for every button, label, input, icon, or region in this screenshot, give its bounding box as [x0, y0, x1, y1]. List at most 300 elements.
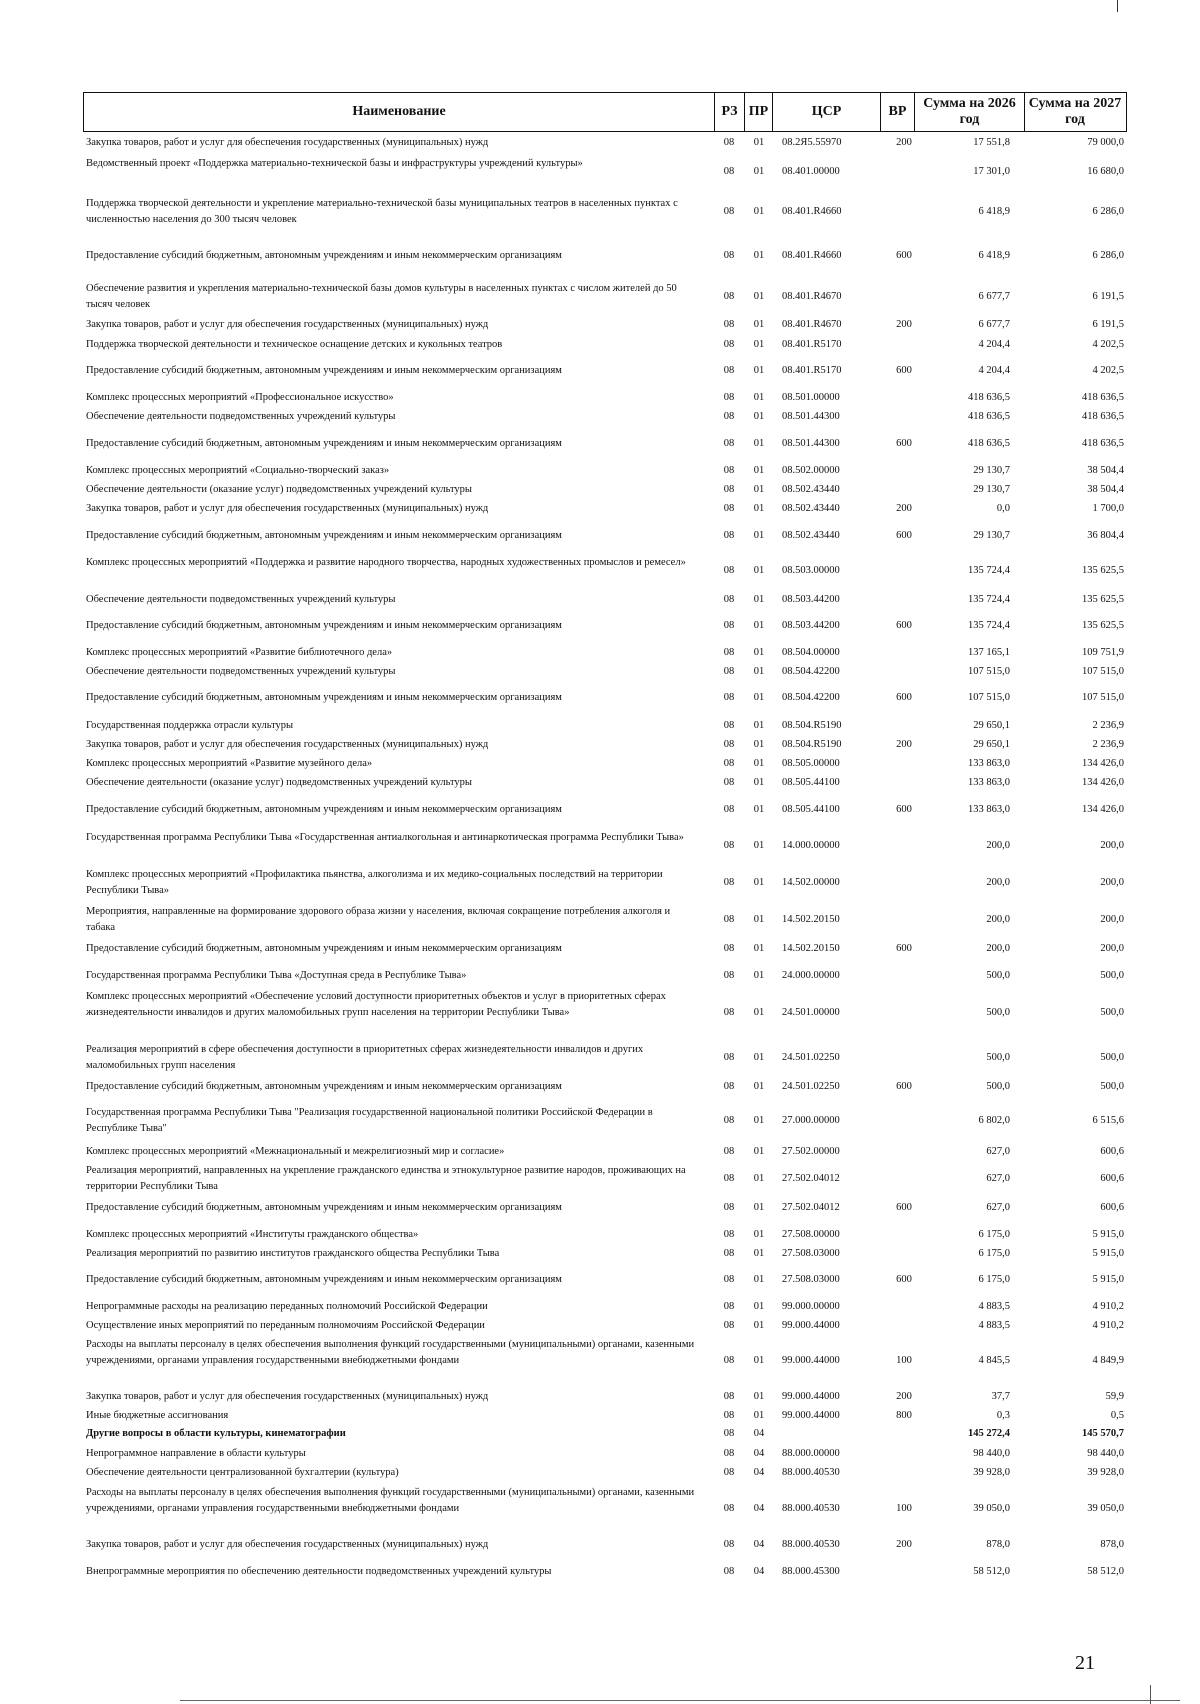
row-sum-2027: 109 751,9 [1082, 647, 1124, 658]
row-vr: 600 [896, 365, 912, 376]
row-name: Реализация мероприятий, направленных на укрепление гражданского единства и этнокультурное развитие народов, проживающих на территории Республики Тыва [86, 1165, 686, 1192]
row-pr: 01 [753, 565, 765, 576]
row-rz: 08 [723, 1355, 735, 1366]
row-rz: 08 [723, 620, 735, 631]
row-sum-2027: 500,0 [1100, 1052, 1124, 1063]
row-rz: 08 [723, 1301, 735, 1312]
row-name: Предоставление субсидий бюджетным, автономным учреждениям и иным некоммерческим организациям [86, 438, 562, 449]
row-sum-2027: 418 636,5 [1082, 392, 1124, 403]
row-pr: 01 [753, 840, 765, 851]
row-sum-2027: 107 515,0 [1082, 666, 1124, 677]
row-rz: 08 [723, 1052, 735, 1063]
row-sum-2026: 4 883,5 [978, 1320, 1010, 1331]
row-csr: 08.401.00000 [782, 166, 840, 177]
row-rz: 08 [723, 565, 735, 576]
table-row [0, 830, 1200, 862]
row-rz: 08 [723, 1173, 735, 1184]
row-csr: 08.505.44100 [782, 777, 840, 788]
table-row [0, 1105, 1200, 1137]
row-rz: 08 [723, 291, 735, 302]
row-pr: 01 [753, 465, 765, 476]
row-csr: 88.000.40530 [782, 1467, 840, 1478]
table-row [0, 1408, 1200, 1424]
row-name: Обеспечение развития и укрепления материально-технической базы домов культуры в населенных пунктах с числом жителей до 50 тысяч человек [86, 283, 677, 310]
row-sum-2026: 500,0 [986, 970, 1010, 981]
row-rz: 08 [723, 1274, 735, 1285]
row-name: Закупка товаров, работ и услуг для обеспечения государственных (муниципальных) нужд [86, 319, 489, 330]
row-name: Закупка товаров, работ и услуг для обеспечения государственных (муниципальных) нужд [86, 503, 489, 514]
row-sum-2027: 16 680,0 [1087, 166, 1124, 177]
row-name: Обеспечение деятельности централизованной бухгалтерии (культура) [86, 1467, 399, 1478]
row-vr: 600 [896, 438, 912, 449]
row-pr: 01 [753, 1248, 765, 1259]
row-csr: 08.505.00000 [782, 758, 840, 769]
row-pr: 01 [753, 411, 765, 422]
row-sum-2026: 627,0 [986, 1202, 1010, 1213]
row-pr: 01 [753, 339, 765, 350]
row-pr: 01 [753, 319, 765, 330]
row-sum-2027: 6 286,0 [1092, 206, 1124, 217]
table-row [0, 645, 1200, 661]
header-vr: ВР [880, 93, 914, 131]
row-sum-2027: 5 915,0 [1092, 1229, 1124, 1240]
row-sum-2027: 500,0 [1100, 1081, 1124, 1092]
row-sum-2026: 98 440,0 [973, 1448, 1010, 1459]
row-sum-2026: 107 515,0 [968, 666, 1010, 677]
table-row [0, 904, 1200, 936]
row-csr: 99.000.44000 [782, 1410, 840, 1421]
row-name: Предоставление субсидий бюджетным, автономным учреждениям и иным некоммерческим организациям [86, 365, 562, 376]
row-rz: 08 [723, 720, 735, 731]
row-csr: 27.508.03000 [782, 1274, 840, 1285]
row-pr: 01 [753, 943, 765, 954]
row-sum-2026: 135 724,4 [968, 594, 1010, 605]
table-row [0, 775, 1200, 791]
row-sum-2026: 627,0 [986, 1173, 1010, 1184]
row-pr: 01 [753, 1229, 765, 1240]
row-csr: 08.501.44300 [782, 438, 840, 449]
table-row [0, 1537, 1200, 1553]
row-csr: 14.000.00000 [782, 840, 840, 851]
row-sum-2027: 79 000,0 [1087, 137, 1124, 148]
table-row [0, 802, 1200, 818]
row-pr: 01 [753, 392, 765, 403]
row-csr: 24.501.00000 [782, 1007, 840, 1018]
row-rz: 08 [723, 1391, 735, 1402]
row-pr: 01 [753, 365, 765, 376]
row-name: Предоставление субсидий бюджетным, автономным учреждениям и иным некоммерческим организациям [86, 1202, 562, 1213]
table-row [0, 135, 1200, 151]
row-pr: 01 [753, 970, 765, 981]
row-rz: 08 [723, 594, 735, 605]
row-sum-2026: 39 928,0 [973, 1467, 1010, 1478]
row-rz: 08 [723, 914, 735, 925]
row-vr: 600 [896, 1081, 912, 1092]
row-rz: 08 [723, 1007, 735, 1018]
table-row [0, 1564, 1200, 1580]
row-name: Непрограммное направление в области культуры [86, 1448, 306, 1459]
table-row [0, 1144, 1200, 1160]
row-csr: 08.504.42200 [782, 692, 840, 703]
row-pr: 04 [753, 1448, 765, 1459]
row-csr: 08.505.44100 [782, 804, 840, 815]
row-vr: 600 [896, 530, 912, 541]
row-vr: 600 [896, 692, 912, 703]
table-row [0, 737, 1200, 753]
row-csr: 27.000.00000 [782, 1115, 840, 1126]
table-row [0, 867, 1200, 899]
row-sum-2026: 135 724,4 [968, 620, 1010, 631]
table-row [0, 1426, 1200, 1442]
row-rz: 08 [723, 411, 735, 422]
row-rz: 08 [723, 804, 735, 815]
row-vr: 200 [896, 1391, 912, 1402]
row-sum-2027: 134 426,0 [1082, 758, 1124, 769]
row-vr: 200 [896, 503, 912, 514]
row-sum-2026: 418 636,5 [968, 411, 1010, 422]
row-pr: 01 [753, 804, 765, 815]
row-pr: 01 [753, 1274, 765, 1285]
row-rz: 08 [723, 777, 735, 788]
row-sum-2026: 500,0 [986, 1081, 1010, 1092]
row-sum-2026: 4 845,5 [978, 1355, 1010, 1366]
row-sum-2026: 6 175,0 [978, 1274, 1010, 1285]
table-row [0, 1227, 1200, 1243]
row-sum-2026: 29 130,7 [973, 530, 1010, 541]
row-sum-2026: 29 650,1 [973, 739, 1010, 750]
row-pr: 01 [753, 438, 765, 449]
row-csr: 08.502.00000 [782, 465, 840, 476]
row-rz: 08 [723, 484, 735, 495]
row-pr: 01 [753, 250, 765, 261]
row-name: Комплекс процессных мероприятий «Институты гражданского общества» [86, 1229, 419, 1240]
row-sum-2027: 135 625,5 [1082, 594, 1124, 605]
row-sum-2026: 200,0 [986, 840, 1010, 851]
row-sum-2026: 37,7 [991, 1391, 1010, 1402]
row-csr: 08.401.R4660 [782, 206, 842, 217]
table-row [0, 1446, 1200, 1462]
row-csr: 08.401.R4670 [782, 291, 842, 302]
row-csr: 88.000.45300 [782, 1566, 840, 1577]
row-sum-2026: 17 301,0 [973, 166, 1010, 177]
row-csr: 14.502.00000 [782, 877, 840, 888]
row-csr: 27.508.00000 [782, 1229, 840, 1240]
row-sum-2026: 137 165,1 [968, 647, 1010, 658]
row-rz: 08 [723, 1410, 735, 1421]
row-csr: 08.401.R5170 [782, 339, 842, 350]
row-csr: 27.502.00000 [782, 1146, 840, 1157]
row-vr: 100 [896, 1355, 912, 1366]
table-row [0, 555, 1200, 587]
row-sum-2026: 29 650,1 [973, 720, 1010, 731]
row-sum-2027: 5 915,0 [1092, 1248, 1124, 1259]
row-csr: 08.401.R5170 [782, 365, 842, 376]
row-pr: 01 [753, 1410, 765, 1421]
row-vr: 200 [896, 739, 912, 750]
row-sum-2027: 500,0 [1100, 970, 1124, 981]
row-sum-2026: 145 272,4 [968, 1428, 1010, 1439]
row-sum-2026: 6 175,0 [978, 1248, 1010, 1259]
table-row [0, 664, 1200, 680]
row-pr: 01 [753, 1146, 765, 1157]
table-row [0, 1163, 1200, 1195]
row-name: Предоставление субсидий бюджетным, автономным учреждениям и иным некоммерческим организациям [86, 620, 562, 631]
row-vr: 600 [896, 804, 912, 815]
row-pr: 01 [753, 1202, 765, 1213]
row-sum-2027: 134 426,0 [1082, 804, 1124, 815]
table-row [0, 436, 1200, 452]
row-name: Внепрограммные мероприятия по обеспечению деятельности подведомственных учреждений культуры [86, 1566, 552, 1577]
row-vr: 200 [896, 319, 912, 330]
row-rz: 08 [723, 943, 735, 954]
table-row [0, 363, 1200, 379]
row-sum-2027: 418 636,5 [1082, 438, 1124, 449]
row-sum-2026: 58 512,0 [973, 1566, 1010, 1577]
row-sum-2027: 4 910,2 [1092, 1301, 1124, 1312]
row-sum-2026: 0,3 [996, 1410, 1010, 1421]
row-pr: 04 [753, 1539, 765, 1550]
row-name: Закупка товаров, работ и услуг для обеспечения государственных (муниципальных) нужд [86, 1539, 489, 1550]
row-sum-2026: 500,0 [986, 1007, 1010, 1018]
row-sum-2026: 39 050,0 [973, 1503, 1010, 1514]
row-name: Непрограммные расходы на реализацию переданных полномочий Российской Федерации [86, 1301, 488, 1312]
row-sum-2026: 6 802,0 [978, 1115, 1010, 1126]
row-sum-2026: 418 636,5 [968, 392, 1010, 403]
row-csr: 24.000.00000 [782, 970, 840, 981]
row-sum-2027: 39 928,0 [1087, 1467, 1124, 1478]
row-rz: 08 [723, 970, 735, 981]
row-csr: 08.502.43440 [782, 484, 840, 495]
table-row [0, 1200, 1200, 1216]
row-vr: 600 [896, 1202, 912, 1213]
row-rz: 08 [723, 647, 735, 658]
row-csr: 08.503.44200 [782, 594, 840, 605]
header-rz: РЗ [714, 93, 744, 131]
row-rz: 08 [723, 1202, 735, 1213]
row-vr: 600 [896, 620, 912, 631]
header-csr: ЦСР [772, 93, 880, 131]
table-row [0, 463, 1200, 479]
row-pr: 01 [753, 1052, 765, 1063]
row-name: Обеспечение деятельности подведомственных учреждений культуры [86, 411, 396, 422]
table-row [0, 409, 1200, 425]
row-sum-2027: 200,0 [1100, 943, 1124, 954]
row-sum-2026: 6 677,7 [978, 319, 1010, 330]
table-row [0, 1079, 1200, 1095]
row-name: Комплекс процессных мероприятий «Поддержка и развитие народного творчества, народных художественных промыслов и ремесел» [86, 557, 686, 568]
row-name: Обеспечение деятельности подведомственных учреждений культуры [86, 666, 396, 677]
row-pr: 01 [753, 166, 765, 177]
row-rz: 08 [723, 365, 735, 376]
row-sum-2027: 500,0 [1100, 1007, 1124, 1018]
row-pr: 01 [753, 1007, 765, 1018]
row-sum-2026: 133 863,0 [968, 777, 1010, 788]
row-rz: 08 [723, 137, 735, 148]
row-name: Государственная программа Республики Тыва «Государственная антиалкогольная и антинаркотическая программа Республики Тыва» [86, 832, 684, 843]
row-csr: 14.502.20150 [782, 943, 840, 954]
row-csr: 14.502.20150 [782, 914, 840, 925]
row-vr: 200 [896, 1539, 912, 1550]
row-pr: 01 [753, 1115, 765, 1126]
row-name: Расходы на выплаты персоналу в целях обеспечения выполнения функций государственными (муниципальными) органами, казенными учреждениями, органами управления государственными внебюджетными фондами [86, 1487, 695, 1514]
row-sum-2027: 600,6 [1100, 1173, 1124, 1184]
row-pr: 01 [753, 530, 765, 541]
row-name: Комплекс процессных мероприятий «Обеспечение условий доступности приоритетных объектов и услуг в приоритетных сферах жизнедеятельности инвалидов и других маломобильных групп населения на территории Республики Тыва» [86, 991, 666, 1018]
row-sum-2026: 418 636,5 [968, 438, 1010, 449]
row-name: Осуществление иных мероприятий по переданным полномочиям Российской Федерации [86, 1320, 485, 1331]
row-vr: 600 [896, 943, 912, 954]
row-rz: 08 [723, 339, 735, 350]
row-pr: 01 [753, 1320, 765, 1331]
row-csr: 99.000.44000 [782, 1391, 840, 1402]
row-name: Предоставление субсидий бюджетным, автономным учреждениям и иным некоммерческим организациям [86, 692, 562, 703]
row-sum-2026: 0,0 [996, 503, 1010, 514]
row-pr: 01 [753, 206, 765, 217]
row-vr: 200 [896, 137, 912, 148]
header-pr: ПР [744, 93, 772, 131]
row-rz: 08 [723, 1448, 735, 1459]
table-row [0, 941, 1200, 957]
row-name: Реализация мероприятий в сфере обеспечения доступности в приоритетных сферах жизнедеятельности инвалидов и других маломобильных групп населения [86, 1044, 644, 1071]
row-sum-2027: 4 202,5 [1092, 365, 1124, 376]
table-row [0, 1246, 1200, 1262]
row-sum-2027: 36 804,4 [1087, 530, 1124, 541]
row-sum-2027: 4 910,2 [1092, 1320, 1124, 1331]
row-pr: 01 [753, 1081, 765, 1092]
row-sum-2026: 4 204,4 [978, 339, 1010, 350]
row-rz: 08 [723, 739, 735, 750]
row-csr: 08.503.44200 [782, 620, 840, 631]
row-pr: 01 [753, 758, 765, 769]
row-sum-2026: 200,0 [986, 914, 1010, 925]
row-pr: 01 [753, 594, 765, 605]
row-name: Обеспечение деятельности подведомственных учреждений культуры [86, 594, 396, 605]
row-pr: 01 [753, 914, 765, 925]
row-csr: 99.000.44000 [782, 1355, 840, 1366]
row-csr: 08.501.44300 [782, 411, 840, 422]
row-sum-2027: 200,0 [1100, 914, 1124, 925]
row-rz: 08 [723, 465, 735, 476]
table-row [0, 1299, 1200, 1315]
row-csr: 99.000.00000 [782, 1301, 840, 1312]
table-row [0, 390, 1200, 406]
row-sum-2026: 627,0 [986, 1146, 1010, 1157]
row-name: Реализация мероприятий по развитию институтов гражданского общества Республики Тыва [86, 1248, 500, 1259]
row-csr: 08.504.00000 [782, 647, 840, 658]
row-sum-2026: 500,0 [986, 1052, 1010, 1063]
row-pr: 01 [753, 620, 765, 631]
row-rz: 08 [723, 1229, 735, 1240]
row-pr: 04 [753, 1566, 765, 1577]
row-csr: 08.401.R4670 [782, 319, 842, 330]
row-rz: 08 [723, 1467, 735, 1478]
row-pr: 01 [753, 137, 765, 148]
row-csr: 08.401.R4660 [782, 250, 842, 261]
row-name: Поддержка творческой деятельности и техническое оснащение детских и кукольных театров [86, 339, 503, 350]
row-csr: 99.000.44000 [782, 1320, 840, 1331]
row-sum-2027: 0,5 [1110, 1410, 1124, 1421]
row-pr: 01 [753, 1391, 765, 1402]
row-csr: 24.501.02250 [782, 1052, 840, 1063]
row-rz: 08 [723, 319, 735, 330]
row-csr: 88.000.40530 [782, 1503, 840, 1514]
table-row [0, 1318, 1200, 1334]
table-row [0, 501, 1200, 517]
row-name: Комплекс процессных мероприятий «Межнациональный и межрелигиозный мир и согласие» [86, 1146, 505, 1157]
row-rz: 08 [723, 877, 735, 888]
row-rz: 08 [723, 503, 735, 514]
row-pr: 01 [753, 720, 765, 731]
row-vr: 600 [896, 250, 912, 261]
row-rz: 08 [723, 692, 735, 703]
row-sum-2027: 98 440,0 [1087, 1448, 1124, 1459]
row-sum-2026: 133 863,0 [968, 804, 1010, 815]
row-rz: 08 [723, 1503, 735, 1514]
row-rz: 08 [723, 438, 735, 449]
row-csr: 27.508.03000 [782, 1248, 840, 1259]
row-name: Обеспечение деятельности (оказание услуг) подведомственных учреждений культуры [86, 777, 472, 788]
row-vr: 100 [896, 1503, 912, 1514]
row-vr: 800 [896, 1410, 912, 1421]
row-pr: 04 [753, 1503, 765, 1514]
row-sum-2027: 2 236,9 [1092, 720, 1124, 731]
row-csr: 08.503.00000 [782, 565, 840, 576]
row-name: Государственная программа Республики Тыва «Доступная среда в Республике Тыва» [86, 970, 467, 981]
row-sum-2027: 418 636,5 [1082, 411, 1124, 422]
row-rz: 08 [723, 1115, 735, 1126]
row-sum-2027: 4 202,5 [1092, 339, 1124, 350]
row-rz: 08 [723, 666, 735, 677]
row-sum-2027: 38 504,4 [1087, 465, 1124, 476]
table-row [0, 337, 1200, 353]
row-sum-2026: 133 863,0 [968, 758, 1010, 769]
table-row [0, 968, 1200, 984]
row-sum-2027: 39 050,0 [1087, 1503, 1124, 1514]
row-pr: 01 [753, 1173, 765, 1184]
row-rz: 08 [723, 392, 735, 403]
row-name: Мероприятия, направленные на формирование здорового образа жизни у населения, включая сокращение потребления алкоголя и табака [86, 906, 671, 933]
row-sum-2027: 38 504,4 [1087, 484, 1124, 495]
table-row [0, 718, 1200, 734]
row-pr: 04 [753, 1467, 765, 1478]
row-sum-2027: 134 426,0 [1082, 777, 1124, 788]
row-name: Закупка товаров, работ и услуг для обеспечения государственных (муниципальных) нужд [86, 137, 489, 148]
row-sum-2027: 6 191,5 [1092, 319, 1124, 330]
row-csr: 08.504.R5190 [782, 720, 842, 731]
row-rz: 08 [723, 1320, 735, 1331]
row-csr: 08.502.43440 [782, 530, 840, 541]
row-rz: 08 [723, 1081, 735, 1092]
row-pr: 01 [753, 291, 765, 302]
footer-rule [180, 1700, 1180, 1701]
table-row [0, 989, 1200, 1037]
table-row [0, 1485, 1200, 1533]
row-name: Расходы на выплаты персоналу в целях обеспечения выполнения функций государственными (муниципальными) органами, казенными учреждениями, органами управления государственными внебюджетными фондами [86, 1339, 695, 1366]
row-sum-2027: 5 915,0 [1092, 1274, 1124, 1285]
row-name: Поддержка творческой деятельности и укрепление материально-технической базы муниципальных театров в населенных пунктах с численностью населения до 300 тысяч человек [86, 198, 678, 225]
row-name: Предоставление субсидий бюджетным, автономным учреждениям и иным некоммерческим организациям [86, 1274, 562, 1285]
row-pr: 01 [753, 877, 765, 888]
table-row [0, 756, 1200, 772]
row-name: Предоставление субсидий бюджетным, автономным учреждениям и иным некоммерческим организациям [86, 530, 562, 541]
row-name: Предоставление субсидий бюджетным, автономным учреждениям и иным некоммерческим организациям [86, 943, 562, 954]
header-name: Наименование [352, 104, 446, 119]
row-sum-2026: 29 130,7 [973, 484, 1010, 495]
row-sum-2026: 6 175,0 [978, 1229, 1010, 1240]
row-sum-2027: 6 286,0 [1092, 250, 1124, 261]
table-row [0, 528, 1200, 544]
row-rz: 08 [723, 840, 735, 851]
